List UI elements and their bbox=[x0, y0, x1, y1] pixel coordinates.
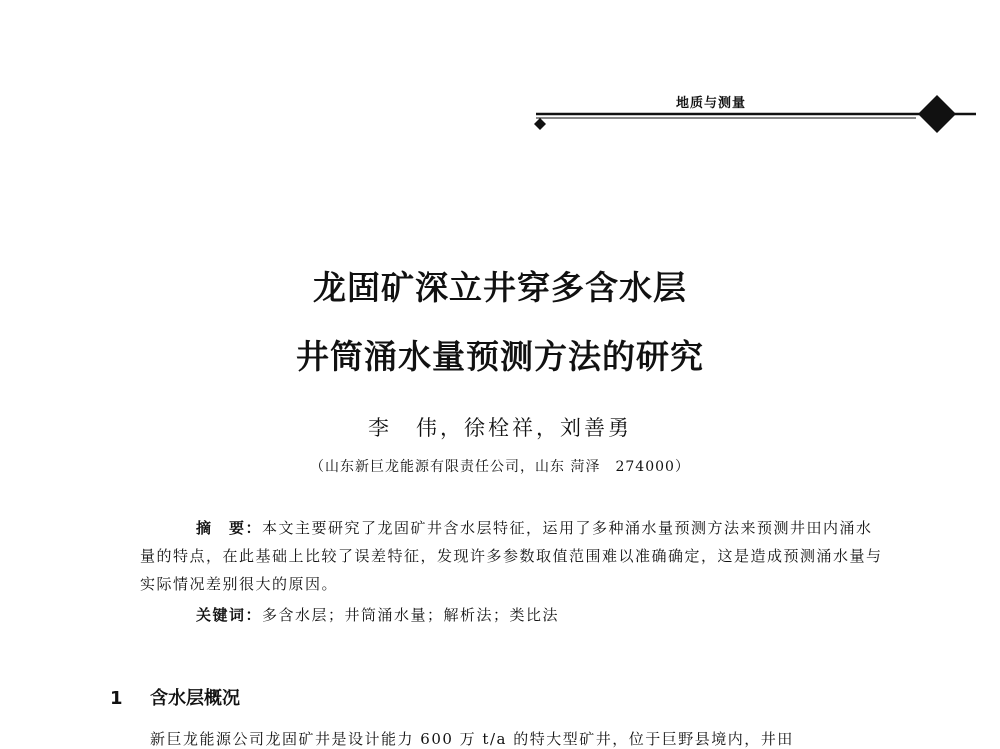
keywords-label: 关键词： bbox=[196, 606, 263, 624]
keywords bbox=[196, 604, 559, 625]
article-title-line-1: 龙固矿深立井穿多含水层 bbox=[313, 268, 687, 307]
abstract bbox=[140, 514, 884, 598]
header-rule-graphic bbox=[536, 112, 976, 152]
small-diamond-icon bbox=[534, 118, 546, 130]
journal-section-label: 地质与测量 bbox=[676, 96, 747, 111]
article-title-line-2: 井筒涌水量预测方法的研究 bbox=[296, 337, 704, 376]
header-rule bbox=[536, 112, 976, 122]
abstract-text: 本文主要研究了龙固矿井含水层特征，运用了多种涌水量预测方法来预测井田内涌水量的特点，在此基础上比较了误差特征，发现许多参数取值范围难以准确确定，这是造成预测涌水量与实际情况差别很大的原因。 bbox=[140, 519, 883, 593]
section-number: 1 bbox=[110, 688, 123, 709]
section-heading bbox=[110, 684, 240, 710]
abstract-paragraph bbox=[140, 514, 884, 598]
section-title: 含水层概况 bbox=[150, 688, 240, 709]
body-paragraph-first-line: 新巨龙能源公司龙固矿井是设计能力 600 万 t/a 的特大型矿井，位于巨野县境内，井田 bbox=[150, 730, 794, 748]
large-diamond-icon bbox=[918, 95, 956, 133]
keywords-text: 多含水层；井筒涌水量；解析法；类比法 bbox=[262, 606, 560, 624]
article-affiliation: （山东新巨龙能源有限责任公司，山东 菏泽 274000） bbox=[310, 459, 690, 475]
article-authors: 李 伟，徐栓祥，刘善勇 bbox=[368, 416, 632, 440]
abstract-label: 摘 要： bbox=[196, 519, 263, 537]
